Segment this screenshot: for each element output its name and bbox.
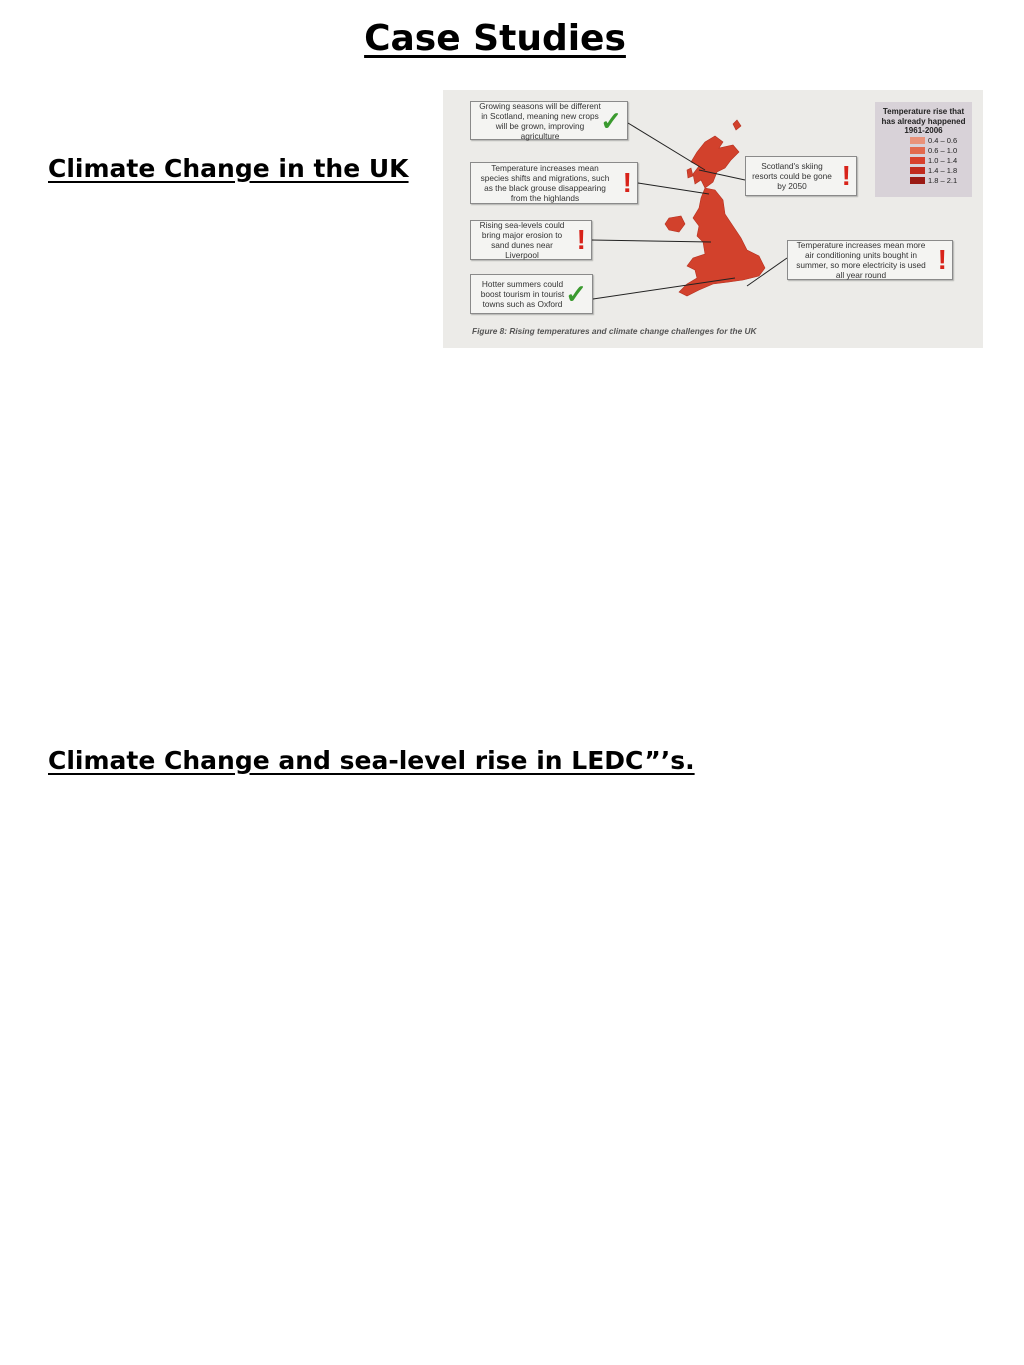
- temperature-legend: [875, 102, 972, 197]
- legend-row: [910, 156, 968, 166]
- legend-label: 1.0 – 1.4: [928, 156, 958, 165]
- callout-sea-levels: [470, 220, 592, 260]
- legend-swatch: [910, 137, 925, 144]
- figure-caption: Figure 8: Rising temperatures and climate change challenges for the UK: [472, 326, 757, 336]
- legend-row: [910, 166, 968, 176]
- legend-row: [910, 176, 968, 186]
- arrow-line-1: [628, 123, 705, 170]
- exclamation-icon: !: [622, 167, 632, 198]
- legend-title: Temperature rise that has already happened 1961-2006: [881, 107, 966, 135]
- arrow-line-3: [591, 240, 711, 242]
- exclamation-icon: !: [576, 224, 586, 255]
- legend-label: 0.6 – 1.0: [928, 146, 958, 155]
- legend-swatch: [910, 147, 925, 154]
- legend-swatch: [910, 157, 925, 164]
- callout-skiing-resorts: [745, 156, 857, 196]
- check-icon: ✓: [600, 105, 622, 136]
- callout-air-conditioning-text: Temperature increases mean more air conditioning units bought in summer, so more electricity is used all year round: [796, 240, 926, 280]
- page-title: Case Studies: [364, 18, 626, 59]
- callout-hotter-summers: [470, 274, 593, 314]
- legend-swatch: [910, 177, 925, 184]
- legend-row: [910, 146, 968, 156]
- section-heading-uk: Climate Change in the UK: [48, 154, 409, 183]
- legend-label: 1.4 – 1.8: [928, 166, 958, 175]
- northern-ireland-shape: [665, 216, 685, 232]
- callout-sea-levels-text: Rising sea-levels could bring major erosion to sand dunes near Liverpool: [479, 220, 565, 260]
- callout-species-shifts: [470, 162, 638, 204]
- legend-label: 1.8 – 2.1: [928, 176, 958, 185]
- arrow-line-2: [638, 183, 709, 194]
- uk-climate-figure: [443, 90, 983, 348]
- section-heading-ledc: Climate Change and sea-level rise in LEDC”’s.: [48, 746, 695, 775]
- callout-growing-seasons: [470, 101, 628, 140]
- check-icon: ✓: [565, 279, 587, 309]
- uk-map: [665, 120, 765, 296]
- callout-hotter-summers-text: Hotter summers could boost tourism in tourist towns such as Oxford: [480, 279, 565, 309]
- legend-row: [910, 136, 968, 146]
- callout-species-shifts-text: Temperature increases mean species shifts and migrations, such as the black grouse disappearing from the highlands: [480, 163, 610, 203]
- exclamation-icon: !: [841, 160, 851, 191]
- callout-growing-seasons-text: Growing seasons will be different in Scotland, meaning new crops will be grown, improving agriculture: [479, 100, 601, 141]
- exclamation-icon: !: [937, 244, 947, 275]
- callout-skiing-resorts-text: Scotland's skiing resorts could be gone by 2050: [752, 161, 832, 191]
- callout-air-conditioning: [787, 240, 953, 280]
- arrow-line-4: [593, 278, 735, 299]
- legend-label: 0.4 – 0.6: [928, 136, 958, 145]
- legend-swatch: [910, 167, 925, 174]
